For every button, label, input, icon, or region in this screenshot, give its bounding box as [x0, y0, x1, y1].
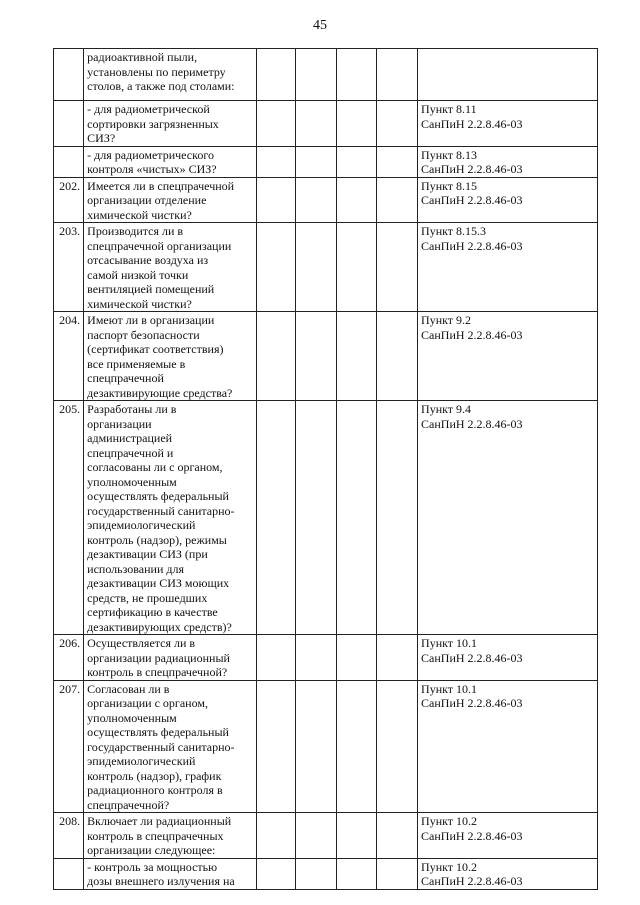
question-cell: Имеется ли в спецпрачечной организации отделение химической чистки?	[84, 177, 256, 223]
table-row	[54, 146, 598, 177]
answer-cell	[337, 49, 377, 101]
answer-cell	[296, 635, 337, 681]
reference-cell: Пункт 9.2 СанПиН 2.2.8.46-03	[418, 312, 598, 401]
reference-cell: Пункт 8.11 СанПиН 2.2.8.46-03	[418, 101, 598, 147]
question-cell: Осуществляется ли в организации радиационный контроль в спецпрачечной?	[84, 635, 256, 681]
answer-cell	[296, 223, 337, 312]
item-number	[54, 858, 84, 889]
checklist-table	[53, 48, 598, 890]
answer-cell	[256, 223, 296, 312]
question-cell: - для радиометрического контроля «чистых» СИЗ?	[84, 146, 256, 177]
answer-cell	[337, 680, 377, 813]
answer-cell	[377, 635, 418, 681]
answer-cell	[256, 146, 296, 177]
question-cell: радиоактивной пыли, установлены по периметру столов, а также под столами:	[84, 49, 256, 101]
item-number: 206.	[54, 635, 84, 681]
reference-cell: Пункт 8.13 СанПиН 2.2.8.46-03	[418, 146, 598, 177]
reference-cell: Пункт 9.4 СанПиН 2.2.8.46-03	[418, 401, 598, 635]
table-row	[54, 312, 598, 401]
reference-cell: Пункт 10.2 СанПиН 2.2.8.46-03	[418, 858, 598, 889]
answer-cell	[337, 101, 377, 147]
answer-cell	[256, 401, 296, 635]
question-cell: Имеют ли в организации паспорт безопасности (сертификат соответствия) все применяемые в спецпрачечной дезактивирующие средства?	[84, 312, 256, 401]
question-cell: Согласован ли в организации с органом, уполномоченным осуществлять федеральный государственный санитарно- эпидемиологический контроль (надзор), график радиационного контроля в спецпрачечной?	[84, 680, 256, 813]
answer-cell	[377, 312, 418, 401]
item-number: 203.	[54, 223, 84, 312]
answer-cell	[377, 177, 418, 223]
question-cell: Разработаны ли в организации администрацией спецпрачечной и согласованы ли с органом, уполномоченным осуществлять федеральный государственный санитарно- эпидемиологический контроль (надзор), режимы дезактивации СИЗ (при использовании для дезактивации СИЗ моющих средств, не прошедших сертификацию в качестве дезактивирующих средств)?	[84, 401, 256, 635]
reference-cell: Пункт 8.15 СанПиН 2.2.8.46-03	[418, 177, 598, 223]
answer-cell	[256, 635, 296, 681]
item-number: 204.	[54, 312, 84, 401]
answer-cell	[296, 49, 337, 101]
table-row	[54, 101, 598, 147]
item-number: 205.	[54, 401, 84, 635]
answer-cell	[377, 49, 418, 101]
table-row	[54, 49, 598, 101]
table-row	[54, 177, 598, 223]
answer-cell	[337, 223, 377, 312]
item-number: 208.	[54, 813, 84, 859]
answer-cell	[256, 680, 296, 813]
reference-cell: Пункт 10.1 СанПиН 2.2.8.46-03	[418, 680, 598, 813]
answer-cell	[296, 177, 337, 223]
answer-cell	[337, 312, 377, 401]
item-number	[54, 49, 84, 101]
table-row	[54, 858, 598, 889]
answer-cell	[256, 49, 296, 101]
question-cell: Производится ли в спецпрачечной организации отсасывание воздуха из самой низкой точки вентиляцией помещений химической чистки?	[84, 223, 256, 312]
answer-cell	[377, 680, 418, 813]
answer-cell	[377, 146, 418, 177]
table-row	[54, 680, 598, 813]
reference-cell: Пункт 10.2 СанПиН 2.2.8.46-03	[418, 813, 598, 859]
answer-cell	[337, 813, 377, 859]
reference-cell	[418, 49, 598, 101]
table-row	[54, 813, 598, 859]
answer-cell	[296, 813, 337, 859]
answer-cell	[296, 101, 337, 147]
answer-cell	[296, 858, 337, 889]
answer-cell	[256, 858, 296, 889]
answer-cell	[377, 858, 418, 889]
answer-cell	[337, 146, 377, 177]
answer-cell	[337, 635, 377, 681]
answer-cell	[296, 680, 337, 813]
question-cell: Включает ли радиационный контроль в спецпрачечных организации следующее:	[84, 813, 256, 859]
answer-cell	[256, 177, 296, 223]
reference-cell: Пункт 10.1 СанПиН 2.2.8.46-03	[418, 635, 598, 681]
answer-cell	[256, 312, 296, 401]
answer-cell	[296, 146, 337, 177]
answer-cell	[256, 813, 296, 859]
answer-cell	[296, 401, 337, 635]
item-number: 207.	[54, 680, 84, 813]
answer-cell	[377, 401, 418, 635]
answer-cell	[377, 101, 418, 147]
answer-cell	[337, 401, 377, 635]
reference-cell: Пункт 8.15.3 СанПиН 2.2.8.46-03	[418, 223, 598, 312]
answer-cell	[377, 223, 418, 312]
item-number	[54, 146, 84, 177]
question-cell: - для радиометрической сортировки загрязненных СИЗ?	[84, 101, 256, 147]
item-number: 202.	[54, 177, 84, 223]
table-row	[54, 401, 598, 635]
question-cell: - контроль за мощностью дозы внешнего излучения на	[84, 858, 256, 889]
page-number: 45	[313, 18, 327, 33]
answer-cell	[337, 177, 377, 223]
answer-cell	[377, 813, 418, 859]
item-number	[54, 101, 84, 147]
answer-cell	[337, 858, 377, 889]
answer-cell	[296, 312, 337, 401]
table-row	[54, 223, 598, 312]
answer-cell	[256, 101, 296, 147]
table-row	[54, 635, 598, 681]
